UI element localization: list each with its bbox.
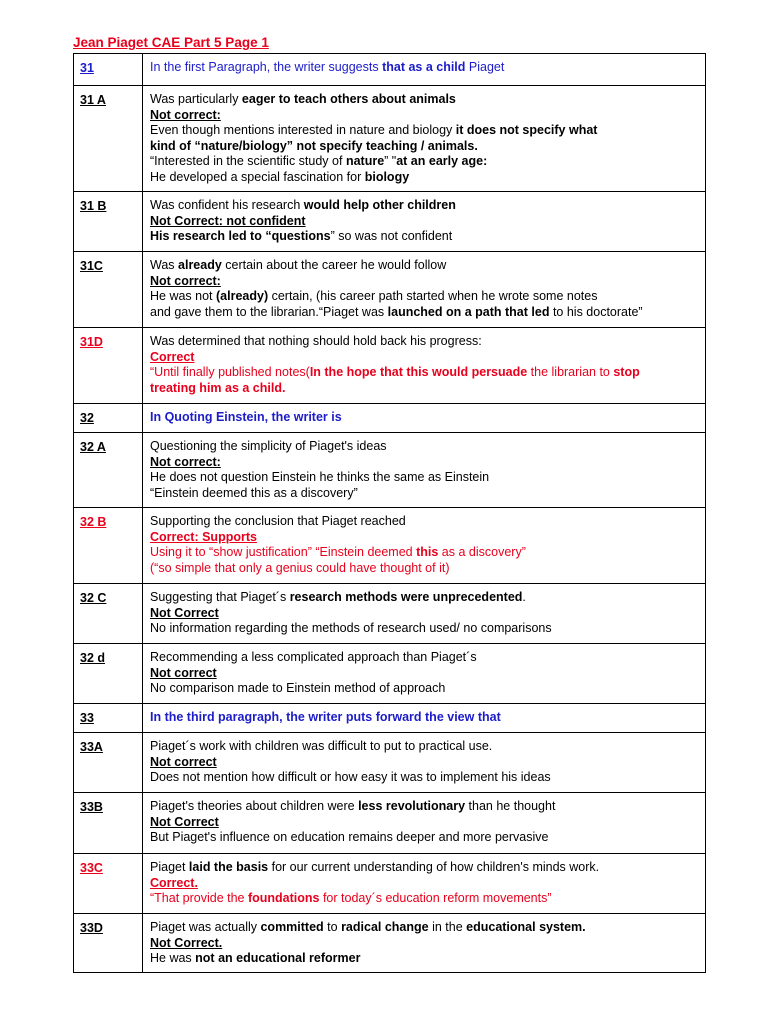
text-segment: Questioning the simplicity of Piaget's ideas: [150, 439, 387, 453]
text-segment: Piaget: [465, 60, 505, 74]
question-row-31b: [74, 192, 706, 252]
text-segment: In Quoting Einstein, the writer is: [150, 410, 342, 424]
text-segment: Using it to “show justification” “Einstein deemed: [150, 545, 417, 559]
text-segment: certain, (his career path started when he wrote some notes: [268, 289, 598, 303]
text-segment: “Einstein deemed this as a discovery”: [150, 485, 358, 500]
text-segment: No comparison made to Einstein method of approach: [150, 681, 446, 695]
text-segment: Correct: [150, 349, 195, 364]
text-segment: Was confident his research: [150, 198, 304, 212]
text-line: [150, 198, 699, 214]
text-segment: ” ": [384, 154, 397, 168]
text-line: [150, 710, 699, 726]
text-segment: the librarian to: [527, 365, 614, 379]
text-segment: No information regarding the methods of research used/ no comparisons: [150, 621, 552, 635]
text-segment: Not correct: [150, 665, 217, 680]
answer-explanation: [143, 54, 706, 86]
text-line: [150, 289, 699, 305]
text-segment: Even though mentions interested in nature and biology: [150, 123, 456, 137]
text-segment: Supporting the conclusion that Piaget reached: [150, 514, 406, 528]
question-number: 31C: [74, 252, 143, 328]
text-segment: Not Correct: [150, 605, 219, 620]
question-row-31a: [74, 86, 706, 192]
text-segment: Not Correct: not confident: [150, 213, 306, 228]
text-line: [150, 170, 699, 186]
question-number: 33C: [74, 854, 143, 914]
text-line: [150, 815, 699, 831]
question-row-32b: [74, 508, 706, 584]
answer-explanation: [143, 252, 706, 328]
text-line: [150, 60, 699, 76]
text-line: [150, 123, 699, 139]
text-segment: In the hope that this would persuade: [309, 365, 528, 379]
text-segment: Was determined that nothing should hold back his progress:: [150, 334, 482, 348]
answer-explanation: [143, 192, 706, 252]
text-segment: stop: [613, 365, 640, 379]
answer-explanation: [143, 433, 706, 508]
text-segment: (already): [216, 289, 269, 303]
text-segment: radical change: [341, 920, 429, 934]
text-segment: Piaget was actually: [150, 920, 261, 934]
question-row-33b: [74, 793, 706, 854]
text-segment: Recommending a less complicated approach than Piaget´s: [150, 650, 477, 664]
answer-explanation: [143, 793, 706, 854]
text-segment: “Interested in the scientific study of: [150, 154, 346, 168]
text-line: [150, 305, 699, 321]
text-segment: He was: [150, 951, 196, 965]
question-row-32c: [74, 584, 706, 644]
text-line: [150, 455, 699, 471]
answer-explanation: [143, 584, 706, 644]
text-line: [150, 830, 699, 846]
text-segment: Piaget´s work with children was difficult to put to practical use.: [150, 739, 493, 753]
text-segment: than he thought: [465, 799, 556, 813]
question-row-31: [74, 54, 706, 86]
question-row-32: [74, 404, 706, 433]
text-segment: Not correct: [150, 754, 217, 769]
text-segment: not an educational reformer: [195, 951, 361, 965]
page-title: Jean Piaget CAE Part 5 Page 1: [73, 35, 269, 50]
text-line: [150, 410, 699, 426]
question-row-33: [74, 704, 706, 733]
text-line: [150, 486, 699, 502]
text-segment: to his doctorate”: [549, 304, 643, 319]
text-line: [150, 470, 699, 486]
text-line: [150, 530, 699, 546]
question-row-33a: [74, 733, 706, 793]
text-segment: committed: [260, 920, 324, 934]
text-segment: Was particularly: [150, 92, 242, 106]
text-segment: ” so was not confident: [330, 229, 453, 243]
text-segment: His research led to “questions: [150, 229, 331, 243]
text-segment: .: [522, 590, 526, 604]
answer-explanation: [143, 914, 706, 973]
text-segment: already: [178, 258, 222, 272]
text-segment: nature: [345, 154, 385, 168]
text-segment: Piaget: [150, 860, 189, 874]
text-line: [150, 681, 699, 697]
question-row-33d: [74, 914, 706, 973]
text-segment: Correct.: [150, 875, 198, 890]
text-line: [150, 666, 699, 682]
text-segment: Was: [150, 258, 179, 272]
question-number: 32 B: [74, 508, 143, 584]
text-line: [150, 606, 699, 622]
text-segment: it does not specify what: [455, 123, 598, 137]
text-segment: biology: [364, 169, 410, 184]
text-line: [150, 951, 699, 967]
text-line: [150, 799, 699, 815]
text-line: [150, 561, 699, 577]
text-segment: Not correct:: [150, 273, 221, 288]
text-segment: Suggesting that Piaget´s: [150, 590, 290, 604]
text-line: [150, 920, 699, 936]
text-line: [150, 739, 699, 755]
question-number: 33D: [74, 914, 143, 973]
text-line: [150, 381, 699, 397]
text-line: [150, 258, 699, 274]
question-number: 31 B: [74, 192, 143, 252]
text-line: [150, 876, 699, 892]
question-number: 31D: [74, 328, 143, 404]
question-number: 32 C: [74, 584, 143, 644]
text-segment: this: [416, 545, 439, 559]
answer-table: [73, 53, 706, 973]
question-number: 33A: [74, 733, 143, 793]
text-segment: for today´s education reform movements”: [319, 891, 552, 905]
text-segment: In the first Paragraph, the writer suggests: [150, 60, 383, 74]
text-line: [150, 350, 699, 366]
text-segment: In the third paragraph, the writer puts forward the view that: [150, 710, 501, 724]
text-segment: launched on a path that led: [387, 304, 550, 319]
text-segment: He does not question Einstein he thinks the same as Einstein: [150, 470, 490, 484]
question-row-31c: [74, 252, 706, 328]
answer-explanation: [143, 86, 706, 192]
answer-explanation: [143, 644, 706, 704]
text-segment: Not correct:: [150, 454, 221, 469]
text-segment: Not correct:: [150, 107, 221, 122]
question-number: 31 A: [74, 86, 143, 192]
question-number: 31: [74, 54, 143, 86]
text-segment: and gave them to the librarian.“Piaget was: [150, 304, 388, 319]
text-segment: But Piaget's influence on education remains deeper and more pervasive: [150, 830, 549, 844]
text-segment: laid the basis: [188, 860, 269, 874]
text-line: [150, 154, 699, 170]
text-segment: research methods were unprecedented: [289, 590, 523, 604]
answer-explanation: [143, 854, 706, 914]
text-line: [150, 891, 699, 907]
text-line: [150, 650, 699, 666]
text-line: [150, 590, 699, 606]
question-row-32a: [74, 433, 706, 508]
text-segment: certain about the career he would follow: [221, 258, 447, 272]
answer-explanation: [143, 733, 706, 793]
text-segment: to: [323, 920, 342, 934]
text-line: [150, 229, 699, 245]
text-segment: educational system.: [466, 920, 586, 934]
text-line: [150, 214, 699, 230]
answer-table-body: [74, 54, 706, 973]
text-segment: Does not mention how difficult or how easy it was to implement his ideas: [150, 770, 551, 784]
text-line: [150, 514, 699, 530]
text-segment: that as a child: [382, 60, 466, 74]
question-number: 33B: [74, 793, 143, 854]
text-line: [150, 439, 699, 455]
text-segment: (“so simple that only a genius could have thought of it): [150, 560, 450, 575]
text-line: [150, 936, 699, 952]
text-segment: Correct: Supports: [150, 529, 257, 544]
question-row-33c: [74, 854, 706, 914]
answer-explanation: [143, 508, 706, 584]
text-line: [150, 365, 699, 381]
answer-explanation: [143, 404, 706, 433]
text-line: [150, 860, 699, 876]
text-segment: less revolutionary: [358, 799, 466, 813]
text-line: [150, 770, 699, 786]
text-segment: foundations: [247, 891, 320, 905]
question-number: 32 d: [74, 644, 143, 704]
text-segment: He was not: [150, 289, 217, 303]
text-line: [150, 334, 699, 350]
text-line: [150, 545, 699, 561]
text-line: [150, 108, 699, 124]
text-line: [150, 274, 699, 290]
text-line: [150, 755, 699, 771]
question-number: 33: [74, 704, 143, 733]
text-segment: eager to teach others about animals: [241, 92, 456, 106]
text-segment: “That provide the: [150, 891, 248, 905]
text-segment: Not Correct.: [150, 935, 223, 950]
text-line: [150, 139, 699, 155]
text-segment: Not Correct: [150, 814, 219, 829]
text-segment: He developed a special fascination for: [150, 169, 365, 184]
text-segment: “Until finally published notes(: [150, 365, 310, 379]
answer-explanation: [143, 704, 706, 733]
text-segment: for our current understanding of how children's minds work.: [268, 860, 600, 874]
text-segment: would help other children: [303, 198, 456, 212]
text-segment: Piaget's theories about children were: [150, 799, 359, 813]
text-segment: in the: [428, 920, 467, 934]
question-number: 32: [74, 404, 143, 433]
question-row-31d: [74, 328, 706, 404]
text-segment: as a discovery”: [438, 545, 526, 559]
question-row-32d: [74, 644, 706, 704]
text-line: [150, 621, 699, 637]
text-segment: at an early age:: [396, 154, 488, 168]
answer-explanation: [143, 328, 706, 404]
text-line: [150, 92, 699, 108]
question-number: 32 A: [74, 433, 143, 508]
text-segment: treating him as a child.: [150, 380, 286, 395]
text-segment: kind of “nature/biology” not specify teaching / animals.: [150, 138, 478, 153]
